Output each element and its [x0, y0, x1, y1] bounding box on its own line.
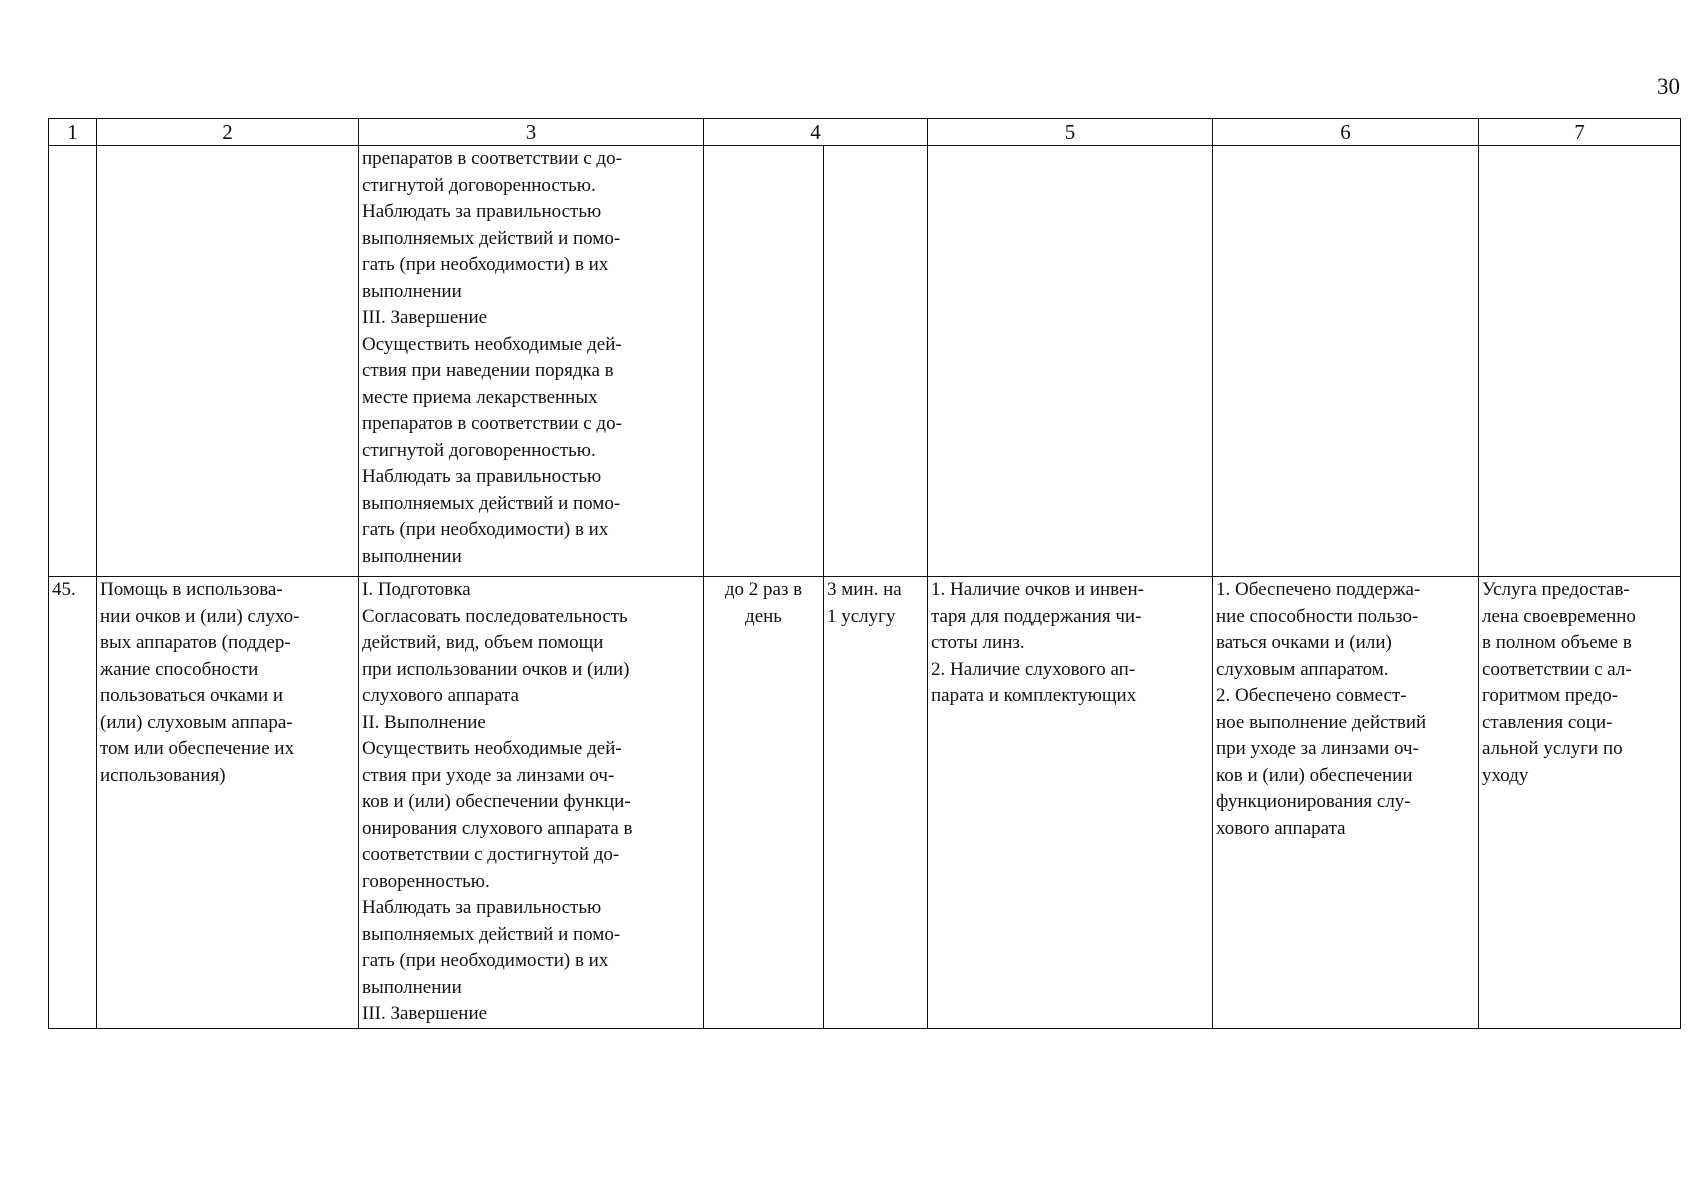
text-line: Согласовать последовательность	[362, 605, 628, 627]
indicators-cell	[1213, 577, 1479, 1029]
service-name-cell	[97, 577, 359, 1029]
text-line: альной услуги по	[1482, 738, 1623, 759]
service-content-cell	[359, 577, 704, 1029]
text-line: выполняемых действий и помо-	[362, 492, 621, 514]
text-line: выполнении	[362, 280, 462, 302]
cont-conditions-cell	[928, 146, 1213, 577]
cont-service-cell	[97, 146, 359, 577]
header-col-4: 4	[704, 119, 928, 146]
text-line: ное выполнение действий	[1216, 711, 1427, 733]
text-line: III. Завершение	[362, 307, 488, 328]
evaluation-cell	[1479, 577, 1681, 1029]
text-line: стоты линз.	[931, 632, 1025, 653]
text-line: выполняемых действий и помо-	[362, 923, 621, 945]
text-line: ваться очками и (или)	[1216, 632, 1392, 653]
header-col-6: 6	[1213, 119, 1479, 146]
text-line: II. Выполнение	[362, 711, 486, 733]
text-line: действий, вид, объем помощи	[362, 632, 604, 653]
header-col-1: 1	[49, 119, 97, 146]
text-line: использования)	[100, 764, 226, 786]
text-line: I. Подготовка	[362, 579, 471, 600]
cont-content-cell	[359, 146, 704, 577]
text-line: в полном объеме в	[1482, 632, 1632, 653]
text-line: слухового аппарата	[362, 685, 519, 706]
text-line: том или обеспечение их	[100, 738, 295, 759]
text-line: говоренностью.	[362, 870, 490, 892]
text-line: месте приема лекарственных	[362, 386, 598, 408]
text-line: при уходе за линзами оч-	[1216, 738, 1419, 759]
text-line: ков и (или) обеспечении функци-	[362, 791, 631, 812]
cont-indicators-cell	[1213, 146, 1479, 577]
text-line: ков и (или) обеспечении	[1216, 764, 1413, 786]
text-line: III. Завершение	[362, 1003, 488, 1024]
text-line: таря для поддержания чи-	[931, 605, 1142, 627]
text-line: 1 услугу	[827, 605, 896, 627]
text-line: выполнении	[362, 976, 462, 998]
text-line: соответствии с достигнутой до-	[362, 844, 620, 865]
text-line: слуховым аппаратом.	[1216, 658, 1389, 680]
text-line: ставления соци-	[1482, 711, 1613, 733]
text-line: пользоваться очками и	[100, 685, 284, 706]
continuation-row	[49, 146, 1681, 577]
text-line: стигнутой договоренностью.	[362, 439, 596, 461]
text-line: соответствии с ал-	[1482, 658, 1632, 680]
text-line: (или) слуховым аппара-	[100, 711, 293, 733]
header-col-5: 5	[928, 119, 1213, 146]
text-line: ствия при наведении порядка в	[362, 360, 614, 381]
text-line: 2. Наличие слухового ап-	[931, 658, 1136, 680]
text-line: Помощь в использова-	[100, 579, 283, 600]
text-line: Наблюдать за правильностью	[362, 897, 602, 918]
text-line: лена своевременно	[1482, 605, 1636, 627]
text-line: при использовании очков и (или)	[362, 658, 630, 680]
text-line: вых аппаратов (поддер-	[100, 632, 291, 653]
page-number: 30	[1657, 74, 1680, 99]
text-line: гать (при необходимости) в их	[362, 950, 609, 971]
table-row	[49, 577, 1681, 1029]
text-line: стигнутой договоренностью.	[362, 174, 596, 196]
text-line: выполнении	[362, 545, 462, 567]
text-line: парата и комплектующих	[931, 685, 1137, 706]
text-line: хового аппарата	[1216, 817, 1346, 839]
text-line: выполняемых действий и помо-	[362, 227, 621, 249]
duration-cell	[824, 577, 928, 1029]
frequency-cell	[704, 577, 824, 1029]
text-line: 2. Обеспечено совмест-	[1216, 685, 1407, 706]
text-line: уходу	[1482, 764, 1529, 786]
text-line: до 2 раз в	[724, 579, 803, 600]
text-line: Осуществить необходимые дей-	[362, 333, 622, 355]
cont-duration-cell	[824, 146, 928, 577]
text-line: день	[745, 605, 782, 627]
text-line: 1. Наличие очков и инвен-	[931, 579, 1144, 600]
text-line: препаратов в соответствии с до-	[362, 148, 622, 169]
header-row	[49, 119, 1681, 146]
text-line: Услуга предостав-	[1482, 579, 1630, 600]
text-line: ние способности пользо-	[1216, 605, 1419, 627]
text-line: гать (при необходимости) в их	[362, 254, 609, 275]
services-table	[48, 118, 1681, 1029]
row-number: 45.	[49, 577, 97, 1029]
text-line: Осуществить необходимые дей-	[362, 738, 622, 759]
text-line: жание способности	[100, 658, 259, 680]
text-line: горитмом предо-	[1482, 685, 1619, 706]
cont-frequency-cell	[704, 146, 824, 577]
cont-number-cell	[49, 146, 97, 577]
text-line: 3 мин. на	[827, 579, 902, 600]
header-col-2: 2	[97, 119, 359, 146]
header-col-7: 7	[1479, 119, 1681, 146]
text-line: ствия при уходе за линзами оч-	[362, 764, 615, 786]
header-col-3: 3	[359, 119, 704, 146]
cont-evaluation-cell	[1479, 146, 1681, 577]
text-line: нии очков и (или) слухо-	[100, 605, 300, 627]
text-line: гать (при необходимости) в их	[362, 519, 609, 540]
text-line: Наблюдать за правильностью	[362, 466, 602, 487]
text-line: Наблюдать за правильностью	[362, 201, 602, 222]
text-line: функционирования слу-	[1216, 791, 1411, 812]
text-line: 1. Обеспечено поддержа-	[1216, 579, 1421, 600]
text-line: препаратов в соответствии с до-	[362, 413, 622, 434]
text-line: онирования слухового аппарата в	[362, 817, 633, 839]
conditions-cell	[928, 577, 1213, 1029]
